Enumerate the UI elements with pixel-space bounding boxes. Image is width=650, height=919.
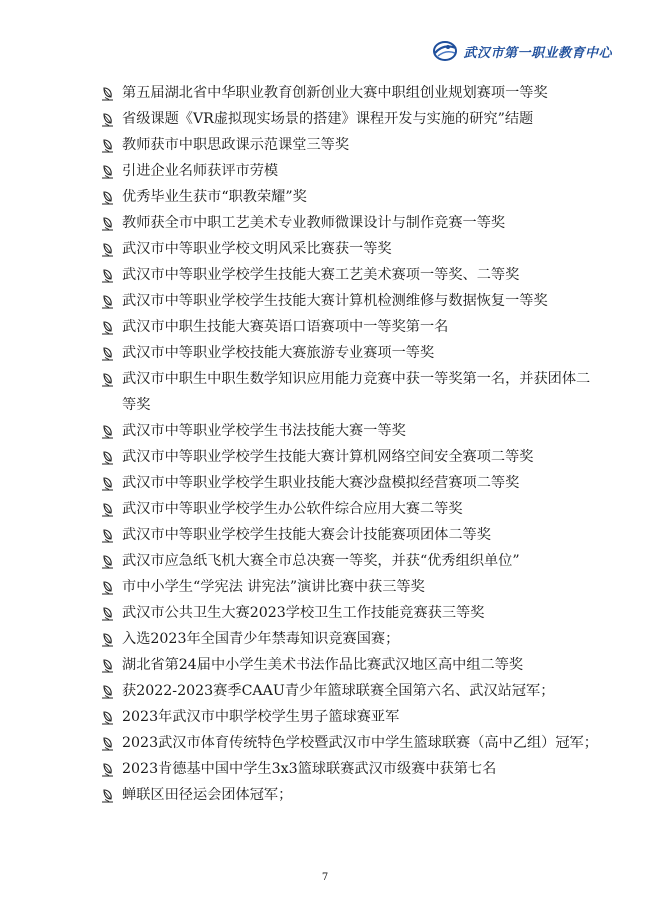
achievement-item xyxy=(101,756,601,782)
achievement-item xyxy=(101,470,601,496)
achievement-item xyxy=(101,314,601,340)
leaf-bullet-icon xyxy=(101,633,114,647)
leaf-bullet-icon xyxy=(101,165,114,179)
achievement-item xyxy=(101,652,601,678)
leaf-bullet-icon xyxy=(101,737,114,751)
achievement-item xyxy=(101,158,601,184)
achievement-item xyxy=(101,522,601,548)
leaf-bullet-icon xyxy=(101,347,114,361)
achievement-item xyxy=(101,80,601,106)
leaf-bullet-icon xyxy=(101,269,114,283)
achievement-item xyxy=(101,548,601,574)
achievement-item xyxy=(101,418,601,444)
achievement-text: 教师获全市中职工艺美术专业教师微课设计与制作竞赛一等奖 xyxy=(122,215,506,231)
achievement-text: 入选2023年全国青少年禁毒知识竞赛国赛； xyxy=(122,631,400,647)
leaf-bullet-icon xyxy=(101,139,114,153)
achievement-text: 引进企业名师获评市劳模 xyxy=(122,163,279,179)
achievement-item xyxy=(101,626,601,652)
achievement-item xyxy=(101,600,601,626)
achievement-item xyxy=(101,106,601,132)
leaf-bullet-icon xyxy=(101,451,114,465)
leaf-bullet-icon xyxy=(101,373,114,387)
achievement-text: 湖北省第24届中小学生美术书法作品比赛武汉地区高中组二等奖 xyxy=(122,657,524,673)
leaf-bullet-icon xyxy=(101,581,114,595)
achievement-item xyxy=(101,782,601,808)
achievement-item xyxy=(101,704,601,730)
leaf-bullet-icon xyxy=(101,295,114,309)
page-header xyxy=(432,40,612,62)
leaf-bullet-icon xyxy=(101,659,114,673)
achievement-text: 第五届湖北省中华职业教育创新创业大赛中职组创业规划赛项一等奖 xyxy=(122,85,548,101)
achievement-item xyxy=(101,574,601,600)
achievement-item xyxy=(101,132,601,158)
achievement-text: 2023武汉市体育传统特色学校暨武汉市中学生篮球联赛（高中乙组）冠军； xyxy=(122,735,598,751)
achievement-item xyxy=(101,730,601,756)
leaf-bullet-icon xyxy=(101,555,114,569)
leaf-bullet-icon xyxy=(101,607,114,621)
leaf-bullet-icon xyxy=(101,711,114,725)
achievement-item xyxy=(101,236,601,262)
achievement-item xyxy=(101,288,601,314)
achievement-item xyxy=(101,262,601,288)
achievement-item xyxy=(101,184,601,210)
leaf-bullet-icon xyxy=(101,503,114,517)
achievement-item xyxy=(101,496,601,522)
achievement-text: 武汉市中等职业学校学生办公软件综合应用大赛二等奖 xyxy=(122,501,463,517)
achievement-text: 教师获市中职思政课示范课堂三等奖 xyxy=(122,137,350,153)
achievement-text: 武汉市中等职业学校学生职业技能大赛沙盘模拟经营赛项二等奖 xyxy=(122,475,520,491)
achievement-item xyxy=(101,340,601,366)
achievement-text: 武汉市中等职业学校学生技能大赛工艺美术赛项一等奖、二等奖 xyxy=(122,267,520,283)
achievement-text: 2023年武汉市中职学校学生男子篮球赛亚军 xyxy=(122,709,400,725)
school-name: 武汉市第一职业教育中心 xyxy=(463,45,612,61)
leaf-bullet-icon xyxy=(101,529,114,543)
achievement-text: 省级课题《VR虚拟现实场景的搭建》课程开发与实施的研究”结题 xyxy=(122,111,534,127)
achievement-text: 武汉市中等职业学校文明风采比赛获一等奖 xyxy=(122,241,392,257)
page-number: 7 xyxy=(321,872,329,883)
achievement-text: 优秀毕业生获市“职教荣耀”奖 xyxy=(122,189,307,205)
achievement-item xyxy=(101,444,601,470)
achievement-item xyxy=(101,210,601,236)
leaf-bullet-icon xyxy=(101,243,114,257)
school-logo-icon xyxy=(432,40,458,62)
achievement-text: 武汉市中等职业学校学生书法技能大赛一等奖 xyxy=(122,423,406,439)
achievement-text: 武汉市中等职业学校技能大赛旅游专业赛项一等奖 xyxy=(122,345,435,361)
achievement-text: 武汉市中职生中职生数学知识应用能力竞赛中获一等奖第一名，并获团体二等奖 xyxy=(122,371,591,413)
leaf-bullet-icon xyxy=(101,321,114,335)
leaf-bullet-icon xyxy=(101,685,114,699)
leaf-bullet-icon xyxy=(101,113,114,127)
leaf-bullet-icon xyxy=(101,477,114,491)
achievement-item xyxy=(101,366,601,418)
achievement-text: 武汉市公共卫生大赛2023学校卫生工作技能竞赛获三等奖 xyxy=(122,605,485,621)
achievement-text: 武汉市中等职业学校学生技能大赛会计技能赛项团体二等奖 xyxy=(122,527,491,543)
achievement-item xyxy=(101,678,601,704)
leaf-bullet-icon xyxy=(101,425,114,439)
achievement-text: 蝉联区田径运会团体冠军； xyxy=(122,787,293,803)
achievement-text: 市中小学生“学宪法 讲宪法”演讲比赛中获三等奖 xyxy=(122,579,425,595)
leaf-bullet-icon xyxy=(101,87,114,101)
leaf-bullet-icon xyxy=(101,191,114,205)
leaf-bullet-icon xyxy=(101,217,114,231)
achievement-text: 武汉市应急纸飞机大赛全市总决赛一等奖，并获“优秀组织单位” xyxy=(122,553,520,569)
achievement-list xyxy=(101,80,601,808)
leaf-bullet-icon xyxy=(101,763,114,777)
achievement-text: 获2022-2023赛季CAAU青少年篮球联赛全国第六名、武汉站冠军； xyxy=(122,683,555,699)
leaf-bullet-icon xyxy=(101,789,114,803)
achievement-text: 2023肯德基中国中学生3x3篮球联赛武汉市级赛中获第七名 xyxy=(122,761,497,777)
achievement-text: 武汉市中等职业学校学生技能大赛计算机网络空间安全赛项二等奖 xyxy=(122,449,534,465)
achievement-text: 武汉市中职生技能大赛英语口语赛项中一等奖第一名 xyxy=(122,319,449,335)
achievement-text: 武汉市中等职业学校学生技能大赛计算机检测维修与数据恢复一等奖 xyxy=(122,293,548,309)
